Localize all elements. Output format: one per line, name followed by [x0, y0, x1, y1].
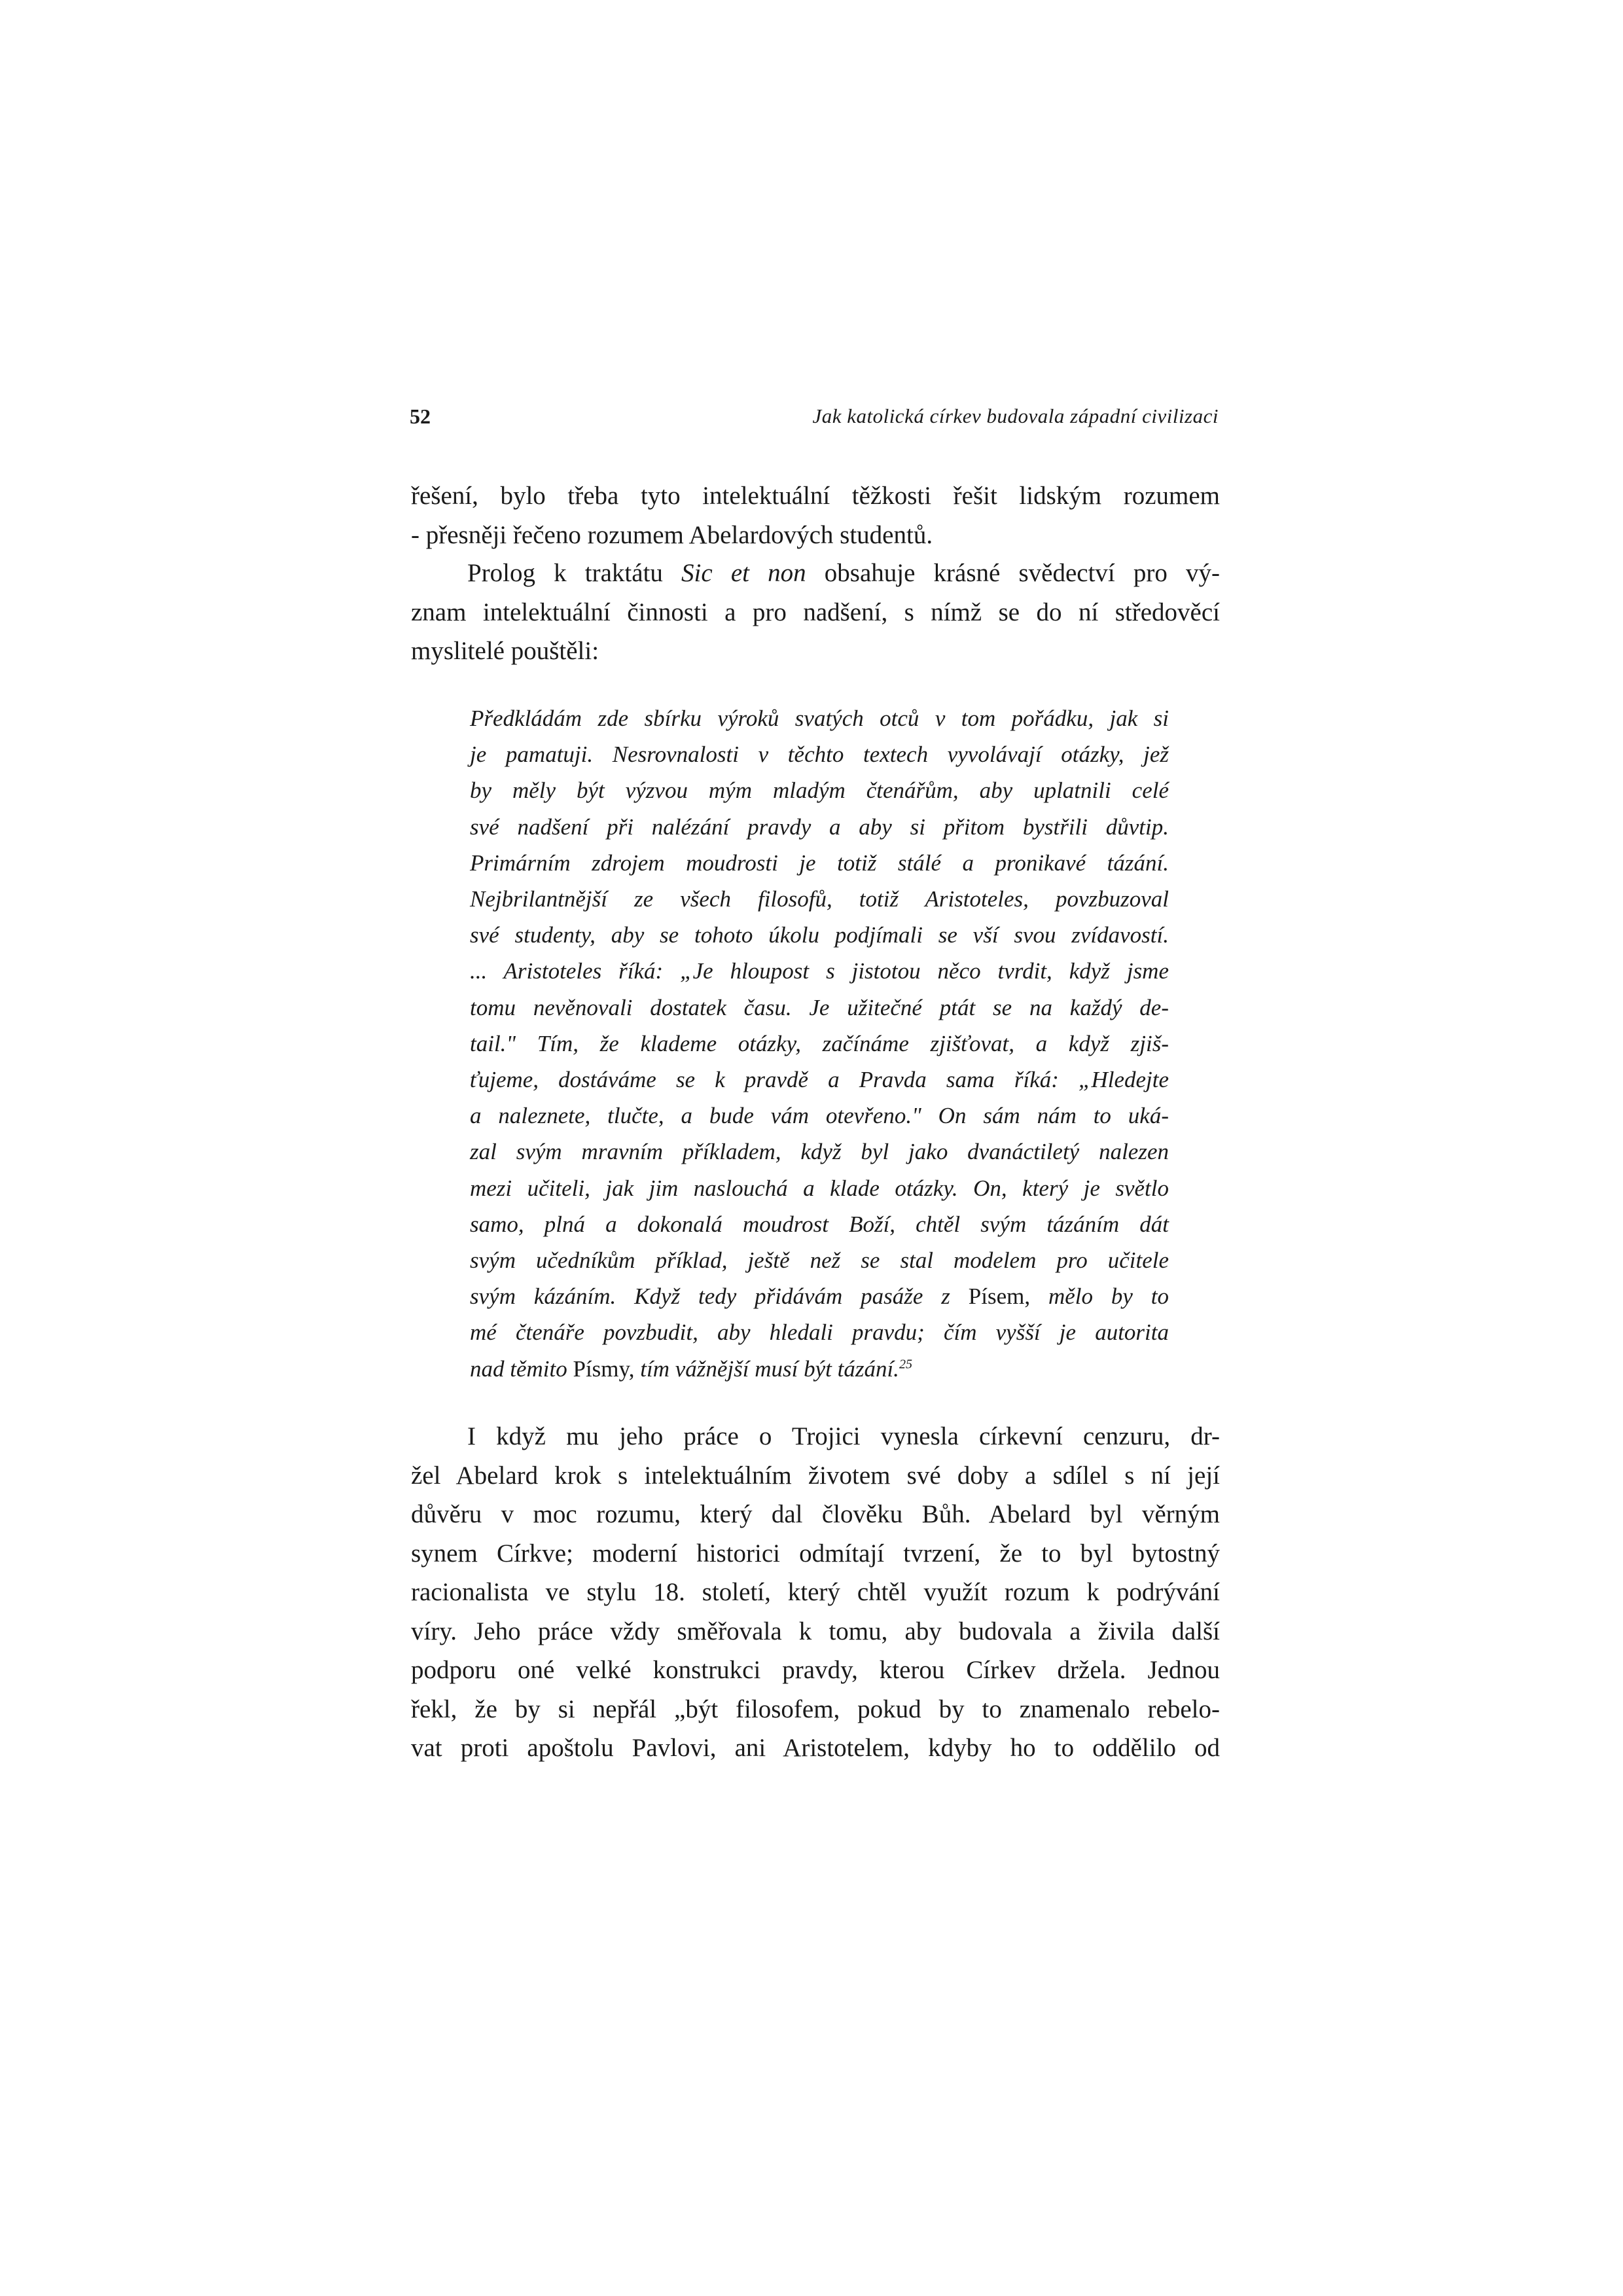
text-segment: nad těmito	[470, 1355, 573, 1382]
text-segment-roman: Písem,	[968, 1283, 1031, 1310]
quote-line: Nejbrilantnější ze všech filosofů, totiž Aristoteles, povzbuzoval	[470, 886, 1169, 912]
quote-line: tail." Tím, že klademe otázky, začínáme zjišťovat, a když zjiš-	[470, 1030, 1169, 1056]
quote-line: Primárním zdrojem moudrosti je totiž stálé a pronikavé tázání.	[470, 850, 1169, 876]
work-title: Sic et non	[681, 559, 806, 587]
quote-line: a naleznete, tlučte, a bude vám otevřeno." On sám nám to uká-	[470, 1103, 1169, 1129]
text-line: podporu oné velké konstrukci pravdy, kterou Církev držela. Jednou	[411, 1656, 1220, 1684]
text-line: synem Církve; moderní historici odmítají tvrzení, že to byl bytostný	[411, 1539, 1220, 1568]
text-line: I když mu jeho práce o Trojici vynesla církevní cenzuru, dr-	[467, 1422, 1220, 1450]
quote-line: Předkládám zde sbírku výroků svatých otců v tom pořádku, jak si	[470, 706, 1169, 731]
text-line	[411, 554, 1220, 593]
quote-line	[470, 1351, 1169, 1387]
text-line: žel Abelard krok s intelektuálním životem své doby a sdílel s ní její	[411, 1461, 1220, 1490]
text-line: řekl, že by si nepřál „být filosofem, pokud by to znamenalo rebelo-	[411, 1695, 1220, 1723]
quote-line: samo, plná a dokonalá moudrost Boží, chtěl svým tázáním dát	[470, 1211, 1169, 1237]
quote-line: ťujeme, dostáváme se k pravdě a Pravda sama říká: „Hledejte	[470, 1067, 1169, 1093]
quote-line: ... Aristoteles říká: „Je hloupost s jistotou něco tvrdit, když jsme	[470, 958, 1169, 984]
text-line: - přesněji řečeno rozumem Abelardových studentů.	[411, 520, 933, 549]
quote-line: zal svým mravním příkladem, když byl jako dvanáctiletý nalezen	[470, 1139, 1169, 1165]
text-line: řešení, bylo třeba tyto intelektuální těžkosti řešit lidským rozumem	[411, 482, 1220, 510]
block-quote	[470, 700, 1169, 1387]
text-segment: obsahuje krásné svědectví pro vý-	[806, 559, 1220, 587]
text-line: myslitelé pouštěli:	[411, 637, 599, 665]
paragraph-2	[411, 554, 1220, 671]
quote-line: by měly být výzvou mým mladým čtenářům, aby uplatnili celé	[470, 778, 1169, 804]
page-header	[410, 404, 1219, 444]
quote-line: své nadšení při nalézání pravdy a aby si přitom bystřili důvtip.	[470, 814, 1169, 840]
text-segment-roman: Písmy,	[573, 1355, 635, 1382]
text-line: vat proti apoštolu Pavlovi, ani Aristotelem, kdyby ho to oddělilo od	[411, 1734, 1220, 1762]
quote-line: svým učedníkům příklad, ještě než se stal modelem pro učitele	[470, 1247, 1169, 1274]
text-segment: Prolog k traktátu	[467, 559, 682, 587]
quote-line: mezi učiteli, jak jim naslouchá a klade otázky. On, který je světlo	[470, 1175, 1169, 1201]
quote-line	[470, 1278, 1169, 1314]
paragraph-3	[411, 1417, 1220, 1768]
text-line: racionalista ve stylu 18. století, který chtěl využít rozum k podrývání	[411, 1578, 1220, 1606]
text-segment: tím vážnější musí být tázání.	[634, 1355, 899, 1382]
quote-line: je pamatuji. Nesrovnalosti v těchto textech vyvolávají otázky, jež	[470, 742, 1169, 768]
text-line: víry. Jeho práce vždy směřovala k tomu, aby budovala a živila další	[411, 1617, 1220, 1645]
text-segment: mělo by to	[1030, 1283, 1169, 1310]
page-number: 52	[410, 404, 431, 428]
paragraph-1	[411, 476, 1220, 554]
quote-line: mé čtenáře povzbudit, aby hledali pravdu; čím vyšší je autorita	[470, 1319, 1169, 1346]
text-line: znam intelektuální činnosti a pro nadšení, s nímž se do ní středověcí	[411, 598, 1220, 626]
text-line: důvěru v moc rozumu, který dal člověku Bůh. Abelard byl věrným	[411, 1500, 1220, 1528]
running-title: Jak katolická církev budovala západní civilizaci	[812, 404, 1219, 427]
footnote-reference[interactable]: 25	[899, 1357, 912, 1371]
text-segment: svým kázáním. Když tedy přidávám pasáže z	[470, 1283, 969, 1310]
quote-line: tomu nevěnovali dostatek času. Je užitečné ptát se na každý de-	[470, 994, 1169, 1020]
quote-line: své studenty, aby se tohoto úkolu podjímali se vší svou zvídavostí.	[470, 922, 1169, 948]
